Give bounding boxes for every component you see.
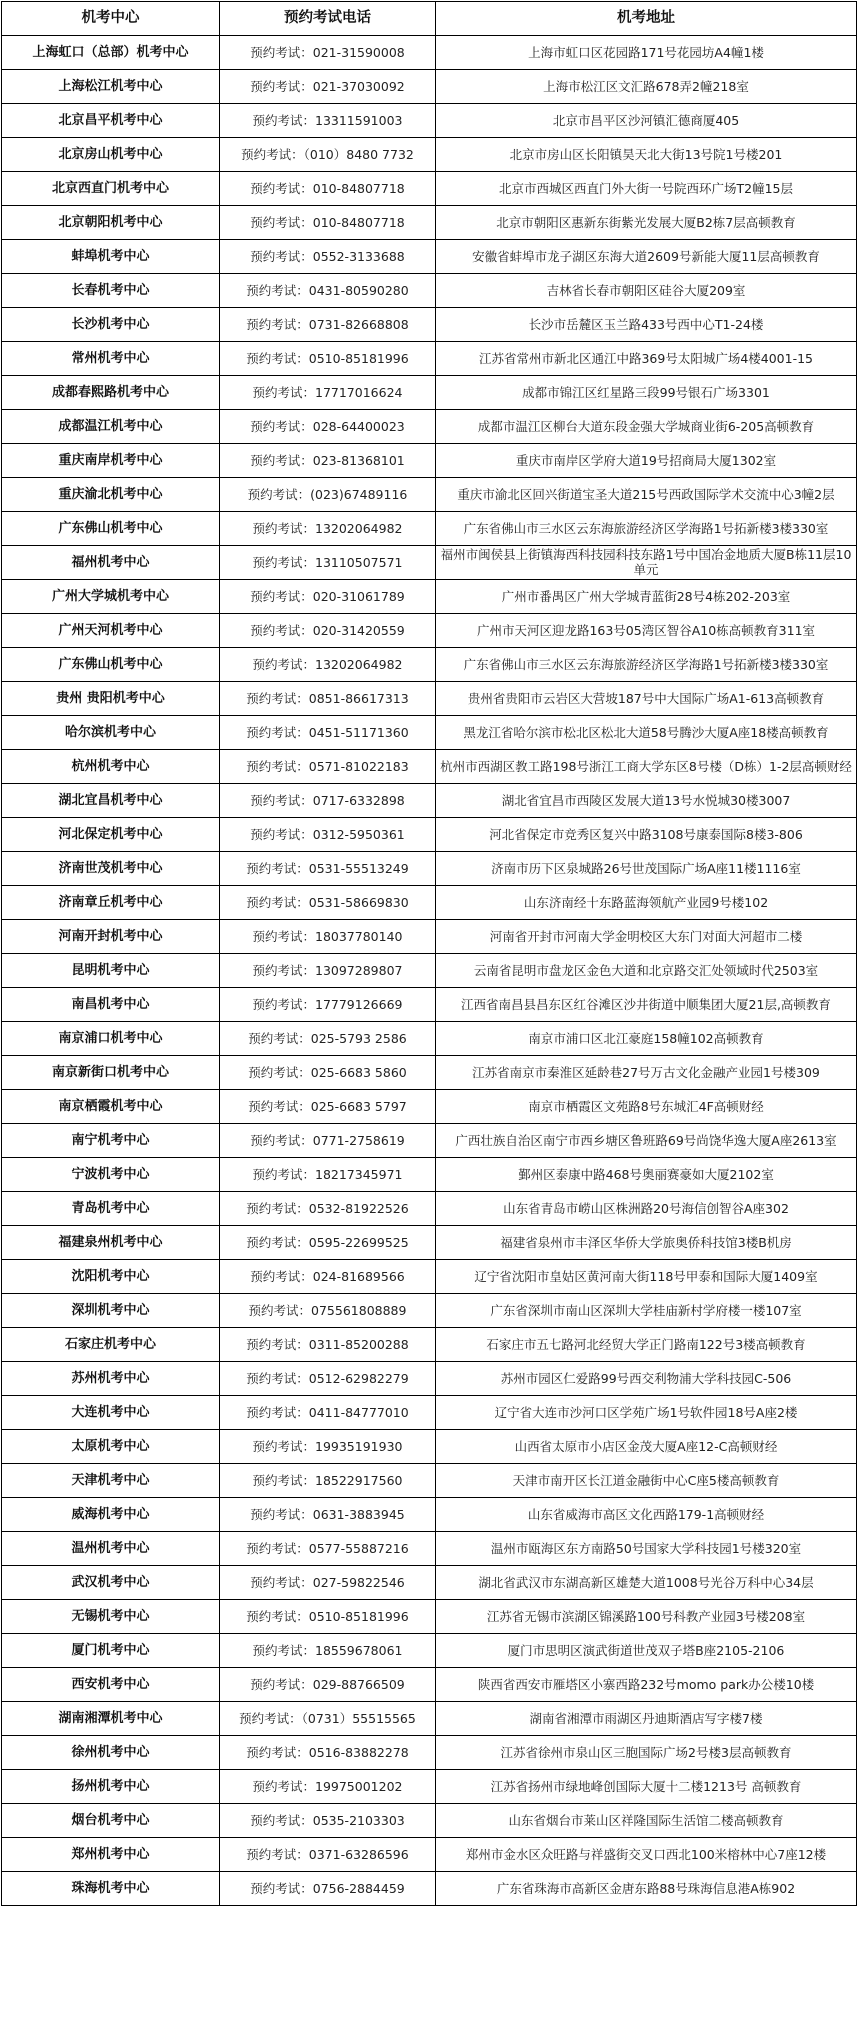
phone-cell: 预约考试：0771-2758619 (220, 1124, 436, 1158)
address-cell: 山西省太原市小店区金茂大厦A座12-C高顿财经 (436, 1430, 857, 1464)
table-row (2, 1124, 857, 1158)
center-name-cell: 广东佛山机考中心 (2, 648, 220, 682)
address-cell: 广东省深圳市南山区深圳大学桂庙新村学府楼一楼107室 (436, 1294, 857, 1328)
center-name-cell: 郑州机考中心 (2, 1838, 220, 1872)
phone-cell: 预约考试：0411-84777010 (220, 1396, 436, 1430)
table-row (2, 648, 857, 682)
center-name-cell: 济南章丘机考中心 (2, 886, 220, 920)
table-row (2, 444, 857, 478)
center-name-cell: 北京朝阳机考中心 (2, 206, 220, 240)
table-row (2, 1736, 857, 1770)
table-row (2, 1464, 857, 1498)
table-row (2, 240, 857, 274)
table-row (2, 682, 857, 716)
address-cell: 苏州市园区仁爱路99号西交利物浦大学科技园C-506 (436, 1362, 857, 1396)
center-name-cell: 福建泉州机考中心 (2, 1226, 220, 1260)
phone-cell: 预约考试：0371-63286596 (220, 1838, 436, 1872)
table-row (2, 274, 857, 308)
center-name-cell: 天津机考中心 (2, 1464, 220, 1498)
address-cell: 南京市浦口区北江豪庭158幢102高顿教育 (436, 1022, 857, 1056)
address-cell: 辽宁省沈阳市皇姑区黄河南大街118号甲泰和国际大厦1409室 (436, 1260, 857, 1294)
phone-cell: 预约考试：13202064982 (220, 648, 436, 682)
address-cell: 江苏省常州市新北区通江中路369号太阳城广场4楼4001-15 (436, 342, 857, 376)
table-row (2, 1192, 857, 1226)
table-row (2, 1498, 857, 1532)
table-row (2, 920, 857, 954)
table-row (2, 1804, 857, 1838)
center-name-cell: 威海机考中心 (2, 1498, 220, 1532)
phone-cell: 预约考试：025-5793 2586 (220, 1022, 436, 1056)
address-cell: 江苏省扬州市绿地峰创国际大厦十二楼1213号 高顿教育 (436, 1770, 857, 1804)
table-row (2, 716, 857, 750)
phone-cell: 预约考试：029-88766509 (220, 1668, 436, 1702)
address-cell: 湖北省武汉市东湖高新区雄楚大道1008号光谷万科中心34层 (436, 1566, 857, 1600)
phone-cell: 预约考试：0631-3883945 (220, 1498, 436, 1532)
address-cell: 济南市历下区泉城路26号世茂国际广场A座11楼1116室 (436, 852, 857, 886)
phone-cell: 预约考试：010-84807718 (220, 206, 436, 240)
table-row (2, 1770, 857, 1804)
address-cell: 厦门市思明区演武街道世茂双子塔B座2105-2106 (436, 1634, 857, 1668)
center-name-cell: 常州机考中心 (2, 342, 220, 376)
phone-cell: 预约考试：075561808889 (220, 1294, 436, 1328)
table-row (2, 1600, 857, 1634)
address-cell: 江苏省无锡市滨湖区锦溪路100号科教产业园3号楼208室 (436, 1600, 857, 1634)
center-name-cell: 上海虹口（总部）机考中心 (2, 36, 220, 70)
center-name-cell: 重庆南岸机考中心 (2, 444, 220, 478)
phone-cell: 预约考试：(023)67489116 (220, 478, 436, 512)
table-row (2, 1056, 857, 1090)
center-name-cell: 西安机考中心 (2, 1668, 220, 1702)
address-cell: 成都市锦江区红星路三段99号银石广场3301 (436, 376, 857, 410)
address-cell: 山东济南经十东路蓝海领航产业园9号楼102 (436, 886, 857, 920)
center-name-cell: 青岛机考中心 (2, 1192, 220, 1226)
table-row (2, 1668, 857, 1702)
address-cell: 重庆市南岸区学府大道19号招商局大厦1302室 (436, 444, 857, 478)
center-name-cell: 无锡机考中心 (2, 1600, 220, 1634)
center-name-cell: 北京西直门机考中心 (2, 172, 220, 206)
center-name-cell: 苏州机考中心 (2, 1362, 220, 1396)
center-name-cell: 北京房山机考中心 (2, 138, 220, 172)
phone-cell: 预约考试：0756-2884459 (220, 1872, 436, 1906)
phone-cell: 预约考试：19975001202 (220, 1770, 436, 1804)
center-name-cell: 温州机考中心 (2, 1532, 220, 1566)
phone-cell: 预约考试：0717-6332898 (220, 784, 436, 818)
phone-cell: 预约考试：010-84807718 (220, 172, 436, 206)
table-row (2, 784, 857, 818)
address-cell: 北京市朝阳区惠新东街紫光发展大厦B2栋7层高顿教育 (436, 206, 857, 240)
center-name-cell: 南京浦口机考中心 (2, 1022, 220, 1056)
phone-cell: 预约考试：18559678061 (220, 1634, 436, 1668)
phone-cell: 预约考试：13202064982 (220, 512, 436, 546)
table-row (2, 1532, 857, 1566)
table-row (2, 410, 857, 444)
phone-cell: 预约考试：0595-22699525 (220, 1226, 436, 1260)
table-row (2, 36, 857, 70)
address-cell: 上海市虹口区花园路171号花园坊A4幢1楼 (436, 36, 857, 70)
center-name-cell: 深圳机考中心 (2, 1294, 220, 1328)
address-cell: 北京市西城区西直门外大街一号院西环广场T2幢15层 (436, 172, 857, 206)
table-row (2, 1022, 857, 1056)
center-name-cell: 大连机考中心 (2, 1396, 220, 1430)
phone-cell: 预约考试：027-59822546 (220, 1566, 436, 1600)
center-name-cell: 福州机考中心 (2, 546, 220, 580)
address-cell: 福建省泉州市丰泽区华侨大学旅奥侨科技馆3楼B机房 (436, 1226, 857, 1260)
table-row (2, 1566, 857, 1600)
phone-cell: 预约考试：0532-81922526 (220, 1192, 436, 1226)
center-name-cell: 徐州机考中心 (2, 1736, 220, 1770)
table-row (2, 580, 857, 614)
address-cell: 吉林省长春市朝阳区硅谷大厦209室 (436, 274, 857, 308)
address-cell: 山东省威海市高区文化西路179-1高顿财经 (436, 1498, 857, 1532)
address-cell: 郑州市金水区众旺路与祥盛街交叉口西北100米榕林中心7座12楼 (436, 1838, 857, 1872)
address-cell: 山东省青岛市崂山区株洲路20号海信创智谷A座302 (436, 1192, 857, 1226)
table-row (2, 1090, 857, 1124)
phone-cell: 预约考试：0731-82668808 (220, 308, 436, 342)
address-cell: 安徽省蚌埠市龙子湖区东海大道2609号新能大厦11层高顿教育 (436, 240, 857, 274)
phone-cell: 预约考试：0571-81022183 (220, 750, 436, 784)
address-cell: 北京市昌平区沙河镇汇德商厦405 (436, 104, 857, 138)
address-cell: 陕西省西安市雁塔区小寨西路232号momo park办公楼10楼 (436, 1668, 857, 1702)
phone-cell: 预约考试：0512-62982279 (220, 1362, 436, 1396)
table-row (2, 1872, 857, 1906)
table-row (2, 70, 857, 104)
phone-cell: 预约考试：（0731）55515565 (220, 1702, 436, 1736)
center-name-cell: 蚌埠机考中心 (2, 240, 220, 274)
address-cell: 湖北省宜昌市西陵区发展大道13号水悦城30楼3007 (436, 784, 857, 818)
center-name-cell: 南京新街口机考中心 (2, 1056, 220, 1090)
address-cell: 天津市南开区长江道金融街中心C座5楼高顿教育 (436, 1464, 857, 1498)
phone-cell: 预约考试：（010）8480 7732 (220, 138, 436, 172)
center-name-cell: 沈阳机考中心 (2, 1260, 220, 1294)
table-row (2, 1226, 857, 1260)
table-row (2, 750, 857, 784)
table-row (2, 852, 857, 886)
phone-cell: 预约考试：020-31061789 (220, 580, 436, 614)
phone-cell: 预约考试：17779126669 (220, 988, 436, 1022)
phone-cell: 预约考试：025-6683 5797 (220, 1090, 436, 1124)
address-cell: 辽宁省大连市沙河口区学苑广场1号软件园18号A座2楼 (436, 1396, 857, 1430)
address-cell: 北京市房山区长阳镇昊天北大街13号院1号楼201 (436, 138, 857, 172)
phone-cell: 预约考试：13311591003 (220, 104, 436, 138)
address-cell: 广东省珠海市高新区金唐东路88号珠海信息港A栋902 (436, 1872, 857, 1906)
phone-cell: 预约考试：0311-85200288 (220, 1328, 436, 1362)
table-row (2, 376, 857, 410)
table-row (2, 1260, 857, 1294)
center-name-cell: 珠海机考中心 (2, 1872, 220, 1906)
center-name-cell: 河南开封机考中心 (2, 920, 220, 954)
address-cell: 广西壮族自治区南宁市西乡塘区鲁班路69号尚饶华逸大厦A座2613室 (436, 1124, 857, 1158)
address-cell: 杭州市西湖区教工路198号浙江工商大学东区8号楼（D栋）1-2层高顿财经 (436, 750, 857, 784)
address-cell: 贵州省贵阳市云岩区大营坡187号中大国际广场A1-613高顿教育 (436, 682, 857, 716)
phone-cell: 预约考试：13110507571 (220, 546, 436, 580)
center-name-cell: 广州大学城机考中心 (2, 580, 220, 614)
exam-center-table (1, 1, 857, 1906)
address-cell: 成都市温江区柳台大道东段金强大学城商业街6-205高顿教育 (436, 410, 857, 444)
center-name-cell: 河北保定机考中心 (2, 818, 220, 852)
center-name-cell: 重庆渝北机考中心 (2, 478, 220, 512)
center-name-cell: 成都温江机考中心 (2, 410, 220, 444)
center-name-cell: 武汉机考中心 (2, 1566, 220, 1600)
phone-cell: 预约考试：13097289807 (220, 954, 436, 988)
phone-cell: 预约考试：020-31420559 (220, 614, 436, 648)
table-row (2, 988, 857, 1022)
phone-cell: 预约考试：17717016624 (220, 376, 436, 410)
table-row (2, 1294, 857, 1328)
address-cell: 江苏省徐州市泉山区三胞国际广场2号楼3层高顿教育 (436, 1736, 857, 1770)
center-name-cell: 宁波机考中心 (2, 1158, 220, 1192)
center-name-cell: 哈尔滨机考中心 (2, 716, 220, 750)
address-cell: 广州市番禺区广州大学城青蓝街28号4栋202-203室 (436, 580, 857, 614)
center-name-cell: 成都春熙路机考中心 (2, 376, 220, 410)
phone-cell: 预约考试：021-37030092 (220, 70, 436, 104)
table-row (2, 1362, 857, 1396)
center-name-cell: 烟台机考中心 (2, 1804, 220, 1838)
address-cell: 鄞州区泰康中路468号奥丽赛豪如大厦2102室 (436, 1158, 857, 1192)
header-address: 机考地址 (436, 2, 857, 36)
table-row (2, 818, 857, 852)
center-name-cell: 长春机考中心 (2, 274, 220, 308)
table-row (2, 1702, 857, 1736)
address-cell: 温州市瓯海区东方南路50号国家大学科技园1号楼320室 (436, 1532, 857, 1566)
center-name-cell: 济南世茂机考中心 (2, 852, 220, 886)
phone-cell: 预约考试：0531-58669830 (220, 886, 436, 920)
center-name-cell: 石家庄机考中心 (2, 1328, 220, 1362)
address-cell: 南京市栖霞区文苑路8号东城汇4F高顿财经 (436, 1090, 857, 1124)
address-cell: 江苏省南京市秦淮区延龄巷27号万古文化金融产业园1号楼309 (436, 1056, 857, 1090)
address-cell: 河南省开封市河南大学金明校区大东门对面大河超市二楼 (436, 920, 857, 954)
phone-cell: 预约考试：023-81368101 (220, 444, 436, 478)
address-cell: 广州市天河区迎龙路163号05湾区智谷A10栋高顿教育311室 (436, 614, 857, 648)
table-row (2, 1158, 857, 1192)
table-body (2, 36, 857, 1906)
table-header-row (2, 2, 857, 36)
address-cell: 广东省佛山市三水区云东海旅游经济区学海路1号拓新楼3楼330室 (436, 512, 857, 546)
table-row (2, 342, 857, 376)
phone-cell: 预约考试：025-6683 5860 (220, 1056, 436, 1090)
center-name-cell: 南昌机考中心 (2, 988, 220, 1022)
table-row (2, 138, 857, 172)
phone-cell: 预约考试：18522917560 (220, 1464, 436, 1498)
center-name-cell: 昆明机考中心 (2, 954, 220, 988)
address-cell: 上海市松江区文汇路678弄2幢218室 (436, 70, 857, 104)
center-name-cell: 南京栖霞机考中心 (2, 1090, 220, 1124)
center-name-cell: 广州天河机考中心 (2, 614, 220, 648)
phone-cell: 预约考试：19935191930 (220, 1430, 436, 1464)
table-row (2, 206, 857, 240)
table-row (2, 1430, 857, 1464)
address-cell: 广东省佛山市三水区云东海旅游经济区学海路1号拓新楼3楼330室 (436, 648, 857, 682)
phone-cell: 预约考试：0516-83882278 (220, 1736, 436, 1770)
table-row (2, 104, 857, 138)
phone-cell: 预约考试：18037780140 (220, 920, 436, 954)
header-center-name: 机考中心 (2, 2, 220, 36)
header-phone: 预约考试电话 (220, 2, 436, 36)
phone-cell: 预约考试：0312-5950361 (220, 818, 436, 852)
phone-cell: 预约考试：0851-86617313 (220, 682, 436, 716)
center-name-cell: 湖南湘潭机考中心 (2, 1702, 220, 1736)
address-cell: 重庆市渝北区回兴街道宝圣大道215号西政国际学术交流中心3幢2层 (436, 478, 857, 512)
phone-cell: 预约考试：024-81689566 (220, 1260, 436, 1294)
phone-cell: 预约考试：0552-3133688 (220, 240, 436, 274)
table-row (2, 546, 857, 580)
table-row (2, 172, 857, 206)
center-name-cell: 贵州 贵阳机考中心 (2, 682, 220, 716)
phone-cell: 预约考试：0510-85181996 (220, 1600, 436, 1634)
center-name-cell: 杭州机考中心 (2, 750, 220, 784)
address-cell: 江西省南昌县昌东区红谷滩区沙井街道中顺集团大厦21层,高顿教育 (436, 988, 857, 1022)
center-name-cell: 长沙机考中心 (2, 308, 220, 342)
table-row (2, 1328, 857, 1362)
address-cell: 福州市闽侯县上街镇海西科技园科技东路1号中国冶金地质大厦B栋11层10单元 (436, 546, 857, 580)
phone-cell: 预约考试：021-31590008 (220, 36, 436, 70)
table-row (2, 308, 857, 342)
phone-cell: 预约考试：028-64400023 (220, 410, 436, 444)
center-name-cell: 北京昌平机考中心 (2, 104, 220, 138)
address-cell: 湖南省湘潭市雨湖区丹迪斯酒店写字楼7楼 (436, 1702, 857, 1736)
table-row (2, 478, 857, 512)
table-row (2, 886, 857, 920)
center-name-cell: 扬州机考中心 (2, 1770, 220, 1804)
address-cell: 石家庄市五七路河北经贸大学正门路南122号3楼高顿教育 (436, 1328, 857, 1362)
table-row (2, 614, 857, 648)
address-cell: 黑龙江省哈尔滨市松北区松北大道58号腾沙大厦A座18楼高顿教育 (436, 716, 857, 750)
phone-cell: 预约考试：0531-55513249 (220, 852, 436, 886)
address-cell: 长沙市岳麓区玉兰路433号西中心T1-24楼 (436, 308, 857, 342)
table-row (2, 954, 857, 988)
table-row (2, 512, 857, 546)
center-name-cell: 湖北宜昌机考中心 (2, 784, 220, 818)
table-row (2, 1396, 857, 1430)
phone-cell: 预约考试：18217345971 (220, 1158, 436, 1192)
center-name-cell: 广东佛山机考中心 (2, 512, 220, 546)
phone-cell: 预约考试：0451-51171360 (220, 716, 436, 750)
phone-cell: 预约考试：0510-85181996 (220, 342, 436, 376)
center-name-cell: 南宁机考中心 (2, 1124, 220, 1158)
phone-cell: 预约考试：0577-55887216 (220, 1532, 436, 1566)
address-cell: 山东省烟台市莱山区祥隆国际生活馆二楼高顿教育 (436, 1804, 857, 1838)
center-name-cell: 厦门机考中心 (2, 1634, 220, 1668)
address-cell: 河北省保定市竞秀区复兴中路3108号康泰国际8楼3-806 (436, 818, 857, 852)
table-row (2, 1634, 857, 1668)
table-row (2, 1838, 857, 1872)
center-name-cell: 太原机考中心 (2, 1430, 220, 1464)
phone-cell: 预约考试：0535-2103303 (220, 1804, 436, 1838)
phone-cell: 预约考试：0431-80590280 (220, 274, 436, 308)
center-name-cell: 上海松江机考中心 (2, 70, 220, 104)
address-cell: 云南省昆明市盘龙区金色大道和北京路交汇处领域时代2503室 (436, 954, 857, 988)
